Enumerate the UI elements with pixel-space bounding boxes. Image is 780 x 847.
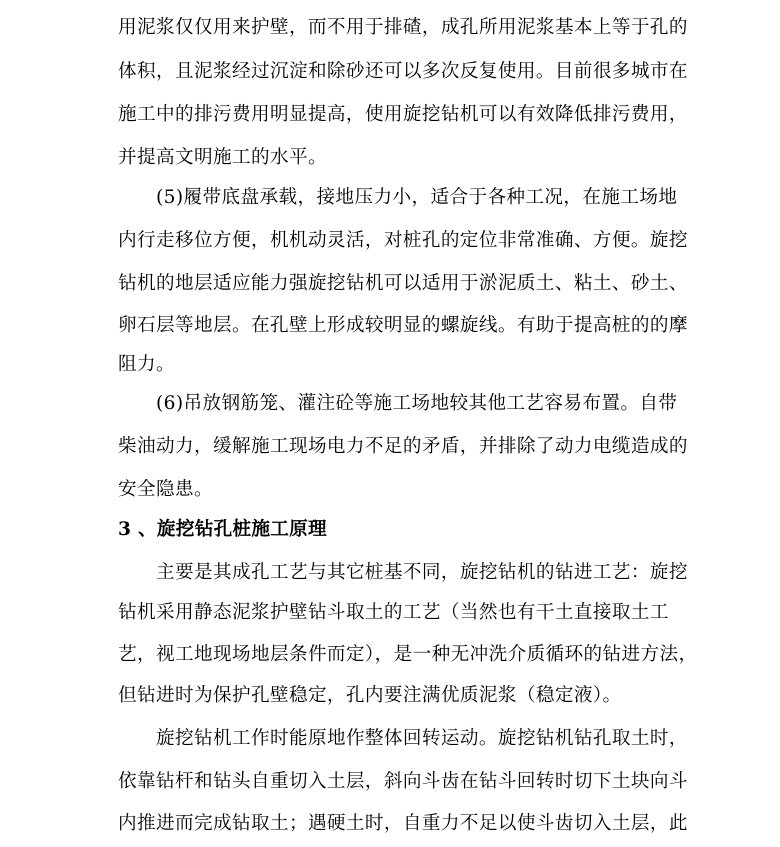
text-line: 柴油动力，缓解施工现场电力不足的矛盾，并排除了动力电缆造成的 (118, 436, 688, 457)
text-line: (6)吊放钢筋笼、灌注砼等施工场地较其他工艺容易布置。自带 (156, 393, 678, 414)
text-line: 但钻进时为保护孔壁稳定，孔内要注满优质泥浆（稳定液）。 (118, 685, 622, 706)
text-line: 钻机的地层适应能力强旋挖钻机可以适用于淤泥质土、粘土、砂土、 (118, 273, 688, 294)
text-line: 内行走移位方便，机机动灵活，对桩孔的定位非常准确、方便。旋挖 (118, 230, 688, 251)
text-line: 钻机采用静态泥浆护壁钻斗取土的工艺（当然也有干土直接取土工 (118, 602, 669, 623)
text-line: 体积，且泥浆经过沉淀和除砂还可以多次反复使用。目前很多城市在 (118, 61, 688, 82)
text-line: 内推进而完成钻取土；遇硬土时，自重力不足以使斗齿切入土层，此 (118, 813, 688, 834)
text-line: 安全隐患。 (118, 479, 213, 500)
text-line: 并提高文明施工的水平。 (118, 147, 327, 168)
text-line: 依靠钻杆和钻头自重切入土层，斜向斗齿在钻斗回转时切下土块向斗 (118, 771, 688, 792)
text-line: 施工中的排污费用明显提高，使用旋挖钻机可以有效降低排污费用， (118, 104, 688, 125)
text-line: 艺，视工地现场地层条件而定），是一种无冲洗介质循环的钻进方法， (118, 644, 698, 665)
text-line: 卵石层等地层。在孔壁上形成较明显的螺旋线。有助于提高桩的的摩 (118, 315, 688, 336)
text-line: 旋挖钻机工作时能原地作整体回转运动。旋挖钻机钻孔取土时， (156, 728, 688, 749)
text-line: 用泥浆仅仅用来护壁，而不用于排碴，成孔所用泥浆基本上等于孔的 (118, 17, 688, 38)
text-line: 主要是其成孔工艺与其它桩基不同，旋挖钻机的钻进工艺：旋挖 (156, 562, 688, 583)
text-line: 阻力。 (118, 354, 175, 375)
section-heading: 3 、旋挖钻孔桩施工原理 (118, 519, 327, 540)
text-line: (5)履带底盘承载，接地压力小，适合于各种工况，在施工场地 (156, 187, 678, 208)
